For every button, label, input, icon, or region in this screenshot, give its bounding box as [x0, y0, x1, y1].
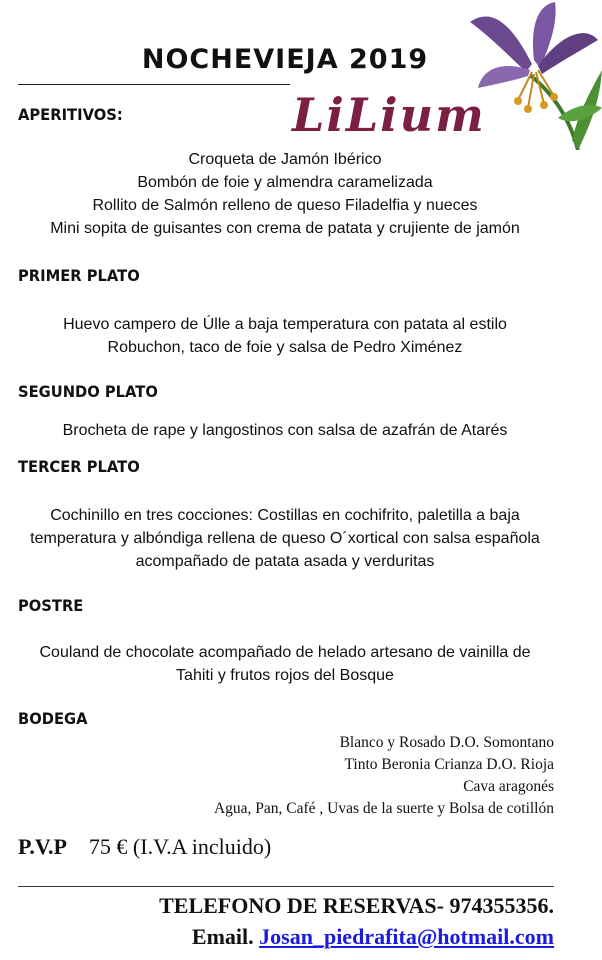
price-value: 75 € (I.V.A incluido): [88, 834, 272, 859]
list-item: Couland de chocolate acompañado de helado artesano de vainilla de: [39, 644, 531, 661]
section-heading-tercer: TERCER PLATO: [18, 457, 140, 476]
aperitivos-list: [0, 148, 570, 240]
list-item: Robuchon, taco de foie y salsa de Pedro Ximénez: [107, 339, 463, 356]
list-item: Bombón de foie y almendra caramelizada: [137, 174, 433, 191]
email-link[interactable]: Josan_piedrafita@hotmail.com: [259, 924, 554, 949]
email-label: Email.: [191, 924, 254, 949]
primer-list: [0, 313, 570, 359]
list-item: acompañado de patata asada y verduritas: [135, 553, 435, 570]
list-item: Mini sopita de guisantes con crema de patata y crujiente de jamón: [50, 220, 520, 237]
list-item: Agua, Pan, Café , Uvas de la suerte y Bolsa de cotillón: [213, 800, 554, 817]
list-item: Rollito de Salmón relleno de queso Filadelfia y nueces: [92, 197, 478, 214]
section-heading-primer: PRIMER PLATO: [18, 266, 140, 285]
price-label: P.V.P: [18, 834, 67, 859]
bodega-list: [214, 732, 554, 820]
price-line: [18, 834, 271, 860]
section-heading-segundo: SEGUNDO PLATO: [18, 382, 158, 401]
segundo-list: [0, 419, 570, 442]
list-item: Cochinillo en tres cocciones: Costillas en cochifrito, paletilla a baja: [50, 507, 520, 524]
postre-list: [0, 641, 570, 687]
email-line: [192, 924, 554, 950]
list-item: Tahiti y frutos rojos del Bosque: [176, 667, 394, 684]
page-title: NOCHEVIEJA 2019: [141, 44, 429, 75]
list-item: temperatura y albóndiga rellena de queso O´xortical con salsa española: [30, 530, 540, 547]
list-item: Tinto Beronia Crianza D.O. Rioja: [344, 756, 554, 773]
title-divider: [18, 84, 290, 85]
list-item: Blanco y Rosado D.O. Somontano: [339, 734, 554, 751]
restaurant-logo: LiLium: [292, 88, 486, 142]
section-heading-aperitivos: APERITIVOS:: [18, 105, 123, 124]
reservation-phone: TELEFONO DE RESERVAS- 974355356.: [159, 893, 554, 918]
section-heading-postre: POSTRE: [18, 596, 84, 615]
list-item: Cava aragonés: [463, 778, 554, 795]
footer-divider: [18, 886, 554, 887]
list-item: Huevo campero de Úlle a baja temperatura con patata al estilo: [63, 316, 507, 333]
list-item: Brocheta de rape y langostinos con salsa de azafrán de Atarés: [62, 422, 508, 439]
list-item: Croqueta de Jamón Ibérico: [188, 151, 382, 168]
section-heading-bodega: BODEGA: [18, 709, 88, 728]
tercer-list: [0, 504, 570, 573]
